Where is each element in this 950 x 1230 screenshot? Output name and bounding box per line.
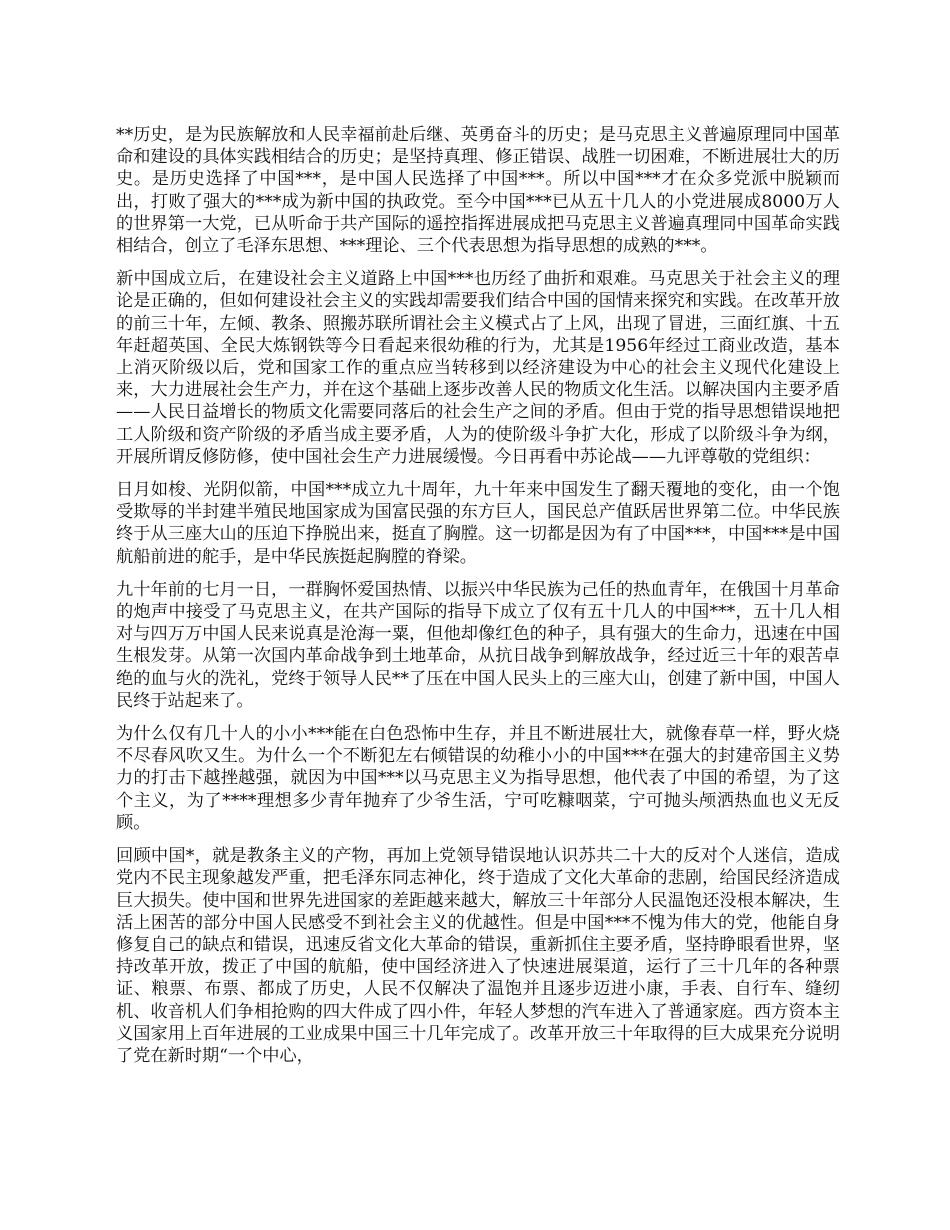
document-body — [116, 124, 840, 1078]
paragraph-6: 回顾中国*，就是教条主义的产物，再加上党领导错误地认识苏共二十大的反对个人迷信，造成党内不民主现象越发严重，把毛泽东同志神化，终于造成了文化大革命的悲剧，给国民经济造成巨大损失。使中国和世界先进国家的差距越来越大，解放三十年部分人民温饱还没根本解决，生活上困苦的部分中国人民感受不到社会主义的优越性。但是中国***不愧为伟大的党，他能自身修复自己的缺点和错误，迅速反省文化大革命的错误，重新抓住主要矛盾，坚持睁眼看世界，坚持改革开放，拨正了中国的航船，使中国经济进入了快速进展渠道，运行了三十几年的各种票证、粮票、布票、都成了历史，人民不仅解决了温饱并且逐步迈进小康，手表、自行车、缝纫机、收音机人们争相抢购的四大件成了四小件，年轻人梦想的汽车进入了普通家庭。西方资本主义国家用上百年进展的工业成果中国三十几年完成了。改革开放三十年取得的巨大成果充分说明了党在新时期“一个中心， — [116, 846, 840, 1066]
paragraph-4: 九十年前的七月一日，一群胸怀爱国热情、以振兴中华民族为己任的热血青年，在俄国十月革命的炮声中接受了马克思主义，在共产国际的指导下成立了仅有五十几人的中国***，五十几人相对与四万万中国人民来说真是沧海一粟，但他却像红色的种子，具有强大的生命力，迅速在中国生根发芽。从第一次国内革命战争到土地革命，从抗日战争到解放战争，经过近三十年的艰苦卓绝的血与火的洗礼，党终于领导人民**了压在中国人民头上的三座大山，创建了新中国，中国人民终于站起来了。 — [116, 579, 840, 711]
paragraph-3: 日月如梭、光阴似箭，中国***成立九十周年，九十年来中国发生了翻天覆地的变化，由一个饱受欺辱的半封建半殖民地国家成为国富民强的东方巨人，国民总产值跃居世界第二位。中华民族终于从三座大山的压迫下挣脱出来，挺直了胸膛。这一切都是因为有了中国***，中国***是中国航船前进的舵手，是中华民族挺起胸膛的脊梁。 — [116, 480, 840, 567]
paragraph-2: 新中国成立后，在建设社会主义道路上中国***也历经了曲折和艰难。马克思关于社会主义的理论是正确的，但如何建设社会主义的实践却需要我们结合中国的国情来探究和实践。在改革开放的前三十年，左倾、教条、照搬苏联所谓社会主义模式占了上风，出现了冒进，三面红旗、十五年赶超英国、全民大炼钢铁等今日看起来很幼稚的行为，尤其是1956年经过工商业改造，基本上消灭阶级以后，党和国家工作的重点应当转移到以经济建设为中心的社会主义现代化建设上来，大力进展社会生产力，并在这个基础上逐步改善人民的物质文化生活。以解决国内主要矛盾——人民日益增长的物质文化需要同落后的社会生产之间的矛盾。但由于党的指导思想错误地把工人阶级和资产阶级的矛盾当成主要矛盾，人为的使阶级斗争扩大化，形成了以阶级斗争为纲，开展所谓反修防修，使中国社会生产力进展缓慢。今日再看中苏论战——九评尊敬的党组织： — [116, 269, 840, 467]
paragraph-1: **历史，是为民族解放和人民幸福前赴后继、英勇奋斗的历史；是马克思主义普遍原理同中国革命和建设的具体实践相结合的历史；是坚持真理、修正错误、战胜一切困难，不断进展壮大的历史。是历史选择了中国***，是中国人民选择了中国***。所以中国***才在众多党派中脱颖而出，打败了强大的***成为新中国的执政党。至今中国***已从五十几人的小党进展成8000万人的世界第一大党，已从听命于共产国际的遥控指挥进展成把马克思主义普遍真理同中国革命实践相结合，创立了毛泽东思想、***理论、三个代表思想为指导思想的成熟的***。 — [116, 125, 840, 257]
paragraph-5: 为什么仅有几十人的小小***能在白色恐怖中生存，并且不断进展壮大，就像春草一样，野火烧不尽春风吹又生。为什么一个不断犯左右倾错误的幼稚小小的中国***在强大的封建帝国主义势力的打击下越挫越强，就因为中国***以马克思主义为指导思想，他代表了中国的希望，为了这个主义，为了****理想多少青年抛弃了少爷生活，宁可吃糠咽菜，宁可抛头颅洒热血也义无反顾。 — [116, 724, 840, 833]
